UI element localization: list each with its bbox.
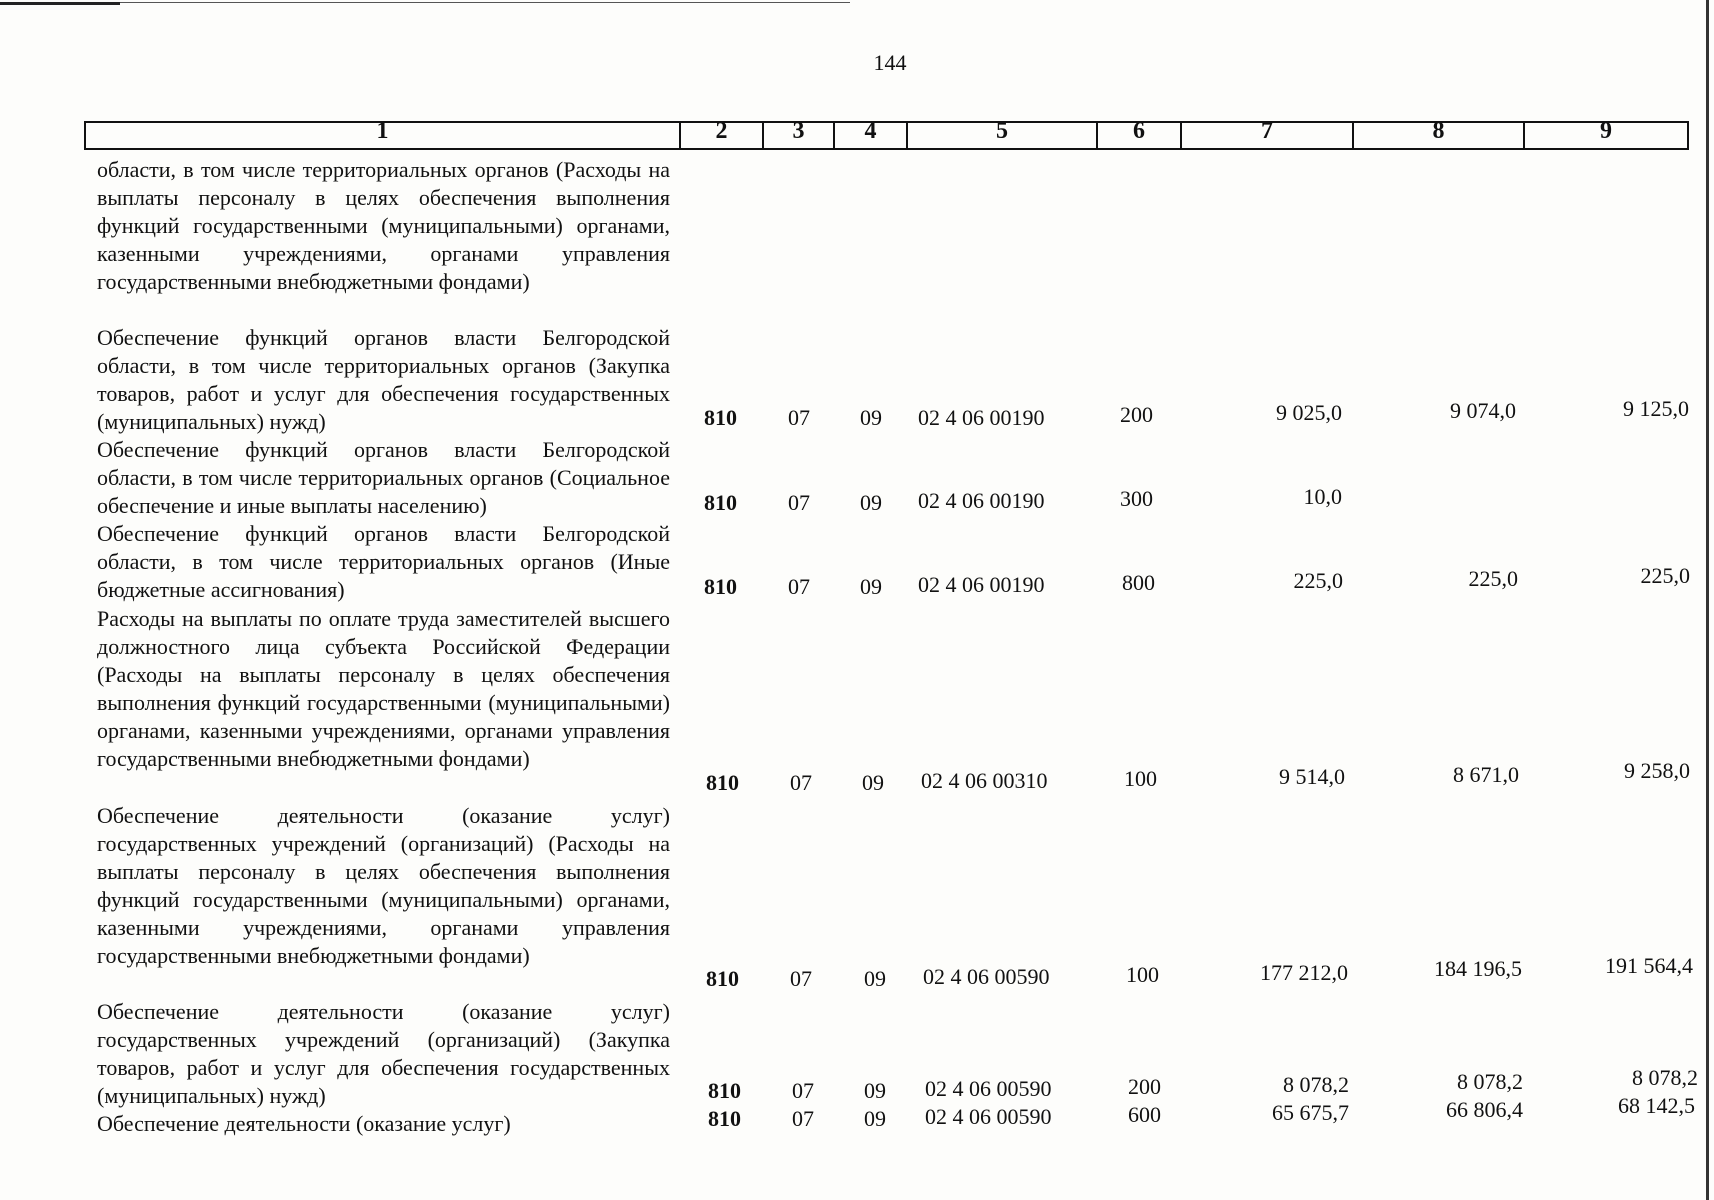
cell-amount-8: 8 078,2	[1457, 1069, 1523, 1094]
row-description: области, в том числе территориальных органов (Расходы на выплаты персоналу в целях обеспечения выполнения функций государственными (муниципальными) органами, казенными учреждениями, органами управления государственными внебюджетными фондами)	[97, 157, 670, 294]
column-header-8: 8	[1432, 118, 1445, 144]
row-description: Обеспечение деятельности (оказание услуг) государственных учреждений (организаций) (Расходы на выплаты персоналу в целях обеспечения выполнения функций государственными (муниципальными) органами, казенными учреждениями, органами управления государственными внебюджетными фондами)	[97, 803, 670, 968]
cell-expense-type: 300	[1120, 486, 1153, 511]
cell-amount-7: 65 675,7	[1272, 1100, 1349, 1125]
cell-expense-type: 100	[1126, 962, 1159, 987]
cell-target-article: 02 4 06 00190	[918, 405, 1045, 430]
cell-target-article: 02 4 06 00310	[921, 768, 1048, 793]
cell-target-article: 02 4 06 00590	[923, 964, 1050, 989]
cell-code: 810	[704, 490, 737, 515]
scan-right-edge	[1706, 0, 1709, 1200]
cell-expense-type: 800	[1122, 570, 1155, 595]
cell-amount-9: 68 142,5	[1618, 1093, 1695, 1118]
row-description: Обеспечение деятельности (оказание услуг) государственных учреждений (организаций) (Закупка товаров, работ и услуг для обеспечения государственных (муниципальных) нужд)	[97, 999, 670, 1108]
cell-subsection: 09	[862, 770, 884, 795]
cell-code: 810	[704, 574, 737, 599]
row-description: Расходы на выплаты по оплате труда заместителей высшего должностного лица субъекта Российской Федерации (Расходы на выплаты персоналу в целях обеспечения выполнения функций государственными (муниципальными) органами, казенными учреждениями, органами управления государственными внебюджетными фондами)	[97, 606, 670, 771]
column-header-6: 6	[1133, 118, 1145, 144]
cell-amount-9: 9 125,0	[1623, 396, 1689, 421]
cell-amount-8: 184 196,5	[1434, 956, 1522, 981]
cell-target-article: 02 4 06 00590	[925, 1076, 1052, 1101]
cell-subsection: 09	[864, 966, 886, 991]
cell-subsection: 09	[860, 574, 882, 599]
cell-section: 07	[788, 574, 810, 599]
cell-amount-9: 9 258,0	[1624, 758, 1690, 783]
cell-code: 810	[706, 770, 739, 795]
cell-amount-7: 9 025,0	[1276, 400, 1342, 425]
cell-expense-type: 200	[1128, 1074, 1161, 1099]
cell-code: 810	[704, 405, 737, 430]
cell-code: 810	[708, 1078, 741, 1103]
cell-section: 07	[790, 966, 812, 991]
cell-expense-type: 600	[1128, 1102, 1161, 1127]
cell-code: 810	[708, 1106, 741, 1131]
scan-top-edge	[0, 2, 1714, 7]
column-header-2: 2	[715, 118, 728, 144]
cell-amount-8: 66 806,4	[1446, 1097, 1523, 1122]
cell-section: 07	[792, 1106, 814, 1131]
cell-amount-7: 8 078,2	[1283, 1072, 1349, 1097]
cell-subsection: 09	[864, 1106, 886, 1131]
column-header-1: 1	[376, 118, 389, 144]
cell-amount-7: 10,0	[1303, 484, 1342, 509]
cell-expense-type: 200	[1120, 402, 1153, 427]
cell-section: 07	[790, 770, 812, 795]
cell-subsection: 09	[860, 490, 882, 515]
column-header-4: 4	[864, 118, 877, 144]
row-description: Обеспечение функций органов власти Белгородской области, в том числе территориальных органов (Социальное обеспечение и иные выплаты населению)	[97, 437, 670, 518]
cell-section: 07	[788, 405, 810, 430]
cell-section: 07	[788, 490, 810, 515]
column-header-5: 5	[996, 118, 1008, 144]
cell-amount-7: 9 514,0	[1279, 764, 1345, 789]
cell-target-article: 02 4 06 00590	[925, 1104, 1052, 1129]
cell-section: 07	[792, 1078, 814, 1103]
cell-amount-7: 225,0	[1293, 568, 1343, 593]
cell-expense-type: 100	[1124, 766, 1157, 791]
cell-amount-9: 225,0	[1640, 563, 1690, 588]
row-description: Обеспечение функций органов власти Белгородской области, в том числе территориальных органов (Иные бюджетные ассигнования)	[97, 521, 670, 602]
column-header-3: 3	[792, 118, 805, 144]
cell-amount-9: 8 078,2	[1632, 1065, 1698, 1090]
cell-code: 810	[706, 966, 739, 991]
cell-subsection: 09	[864, 1078, 886, 1103]
column-header-9: 9	[1600, 118, 1612, 144]
cell-amount-7: 177 212,0	[1260, 960, 1348, 985]
header-bottom-border	[84, 148, 1689, 150]
cell-amount-8: 8 671,0	[1453, 762, 1519, 787]
cell-amount-9: 191 564,4	[1605, 953, 1693, 978]
row-description: Обеспечение функций органов власти Белгородской области, в том числе территориальных органов (Закупка товаров, работ и услуг для обеспечения государственных (муниципальных) нужд)	[97, 325, 670, 434]
column-header-7: 7	[1261, 118, 1273, 144]
cell-subsection: 09	[860, 405, 882, 430]
page-number: 144	[873, 50, 907, 75]
row-description: Обеспечение деятельности (оказание услуг)	[97, 1111, 511, 1136]
cell-amount-8: 225,0	[1468, 566, 1518, 591]
cell-target-article: 02 4 06 00190	[918, 572, 1045, 597]
cell-target-article: 02 4 06 00190	[918, 488, 1045, 513]
cell-amount-8: 9 074,0	[1450, 398, 1516, 423]
